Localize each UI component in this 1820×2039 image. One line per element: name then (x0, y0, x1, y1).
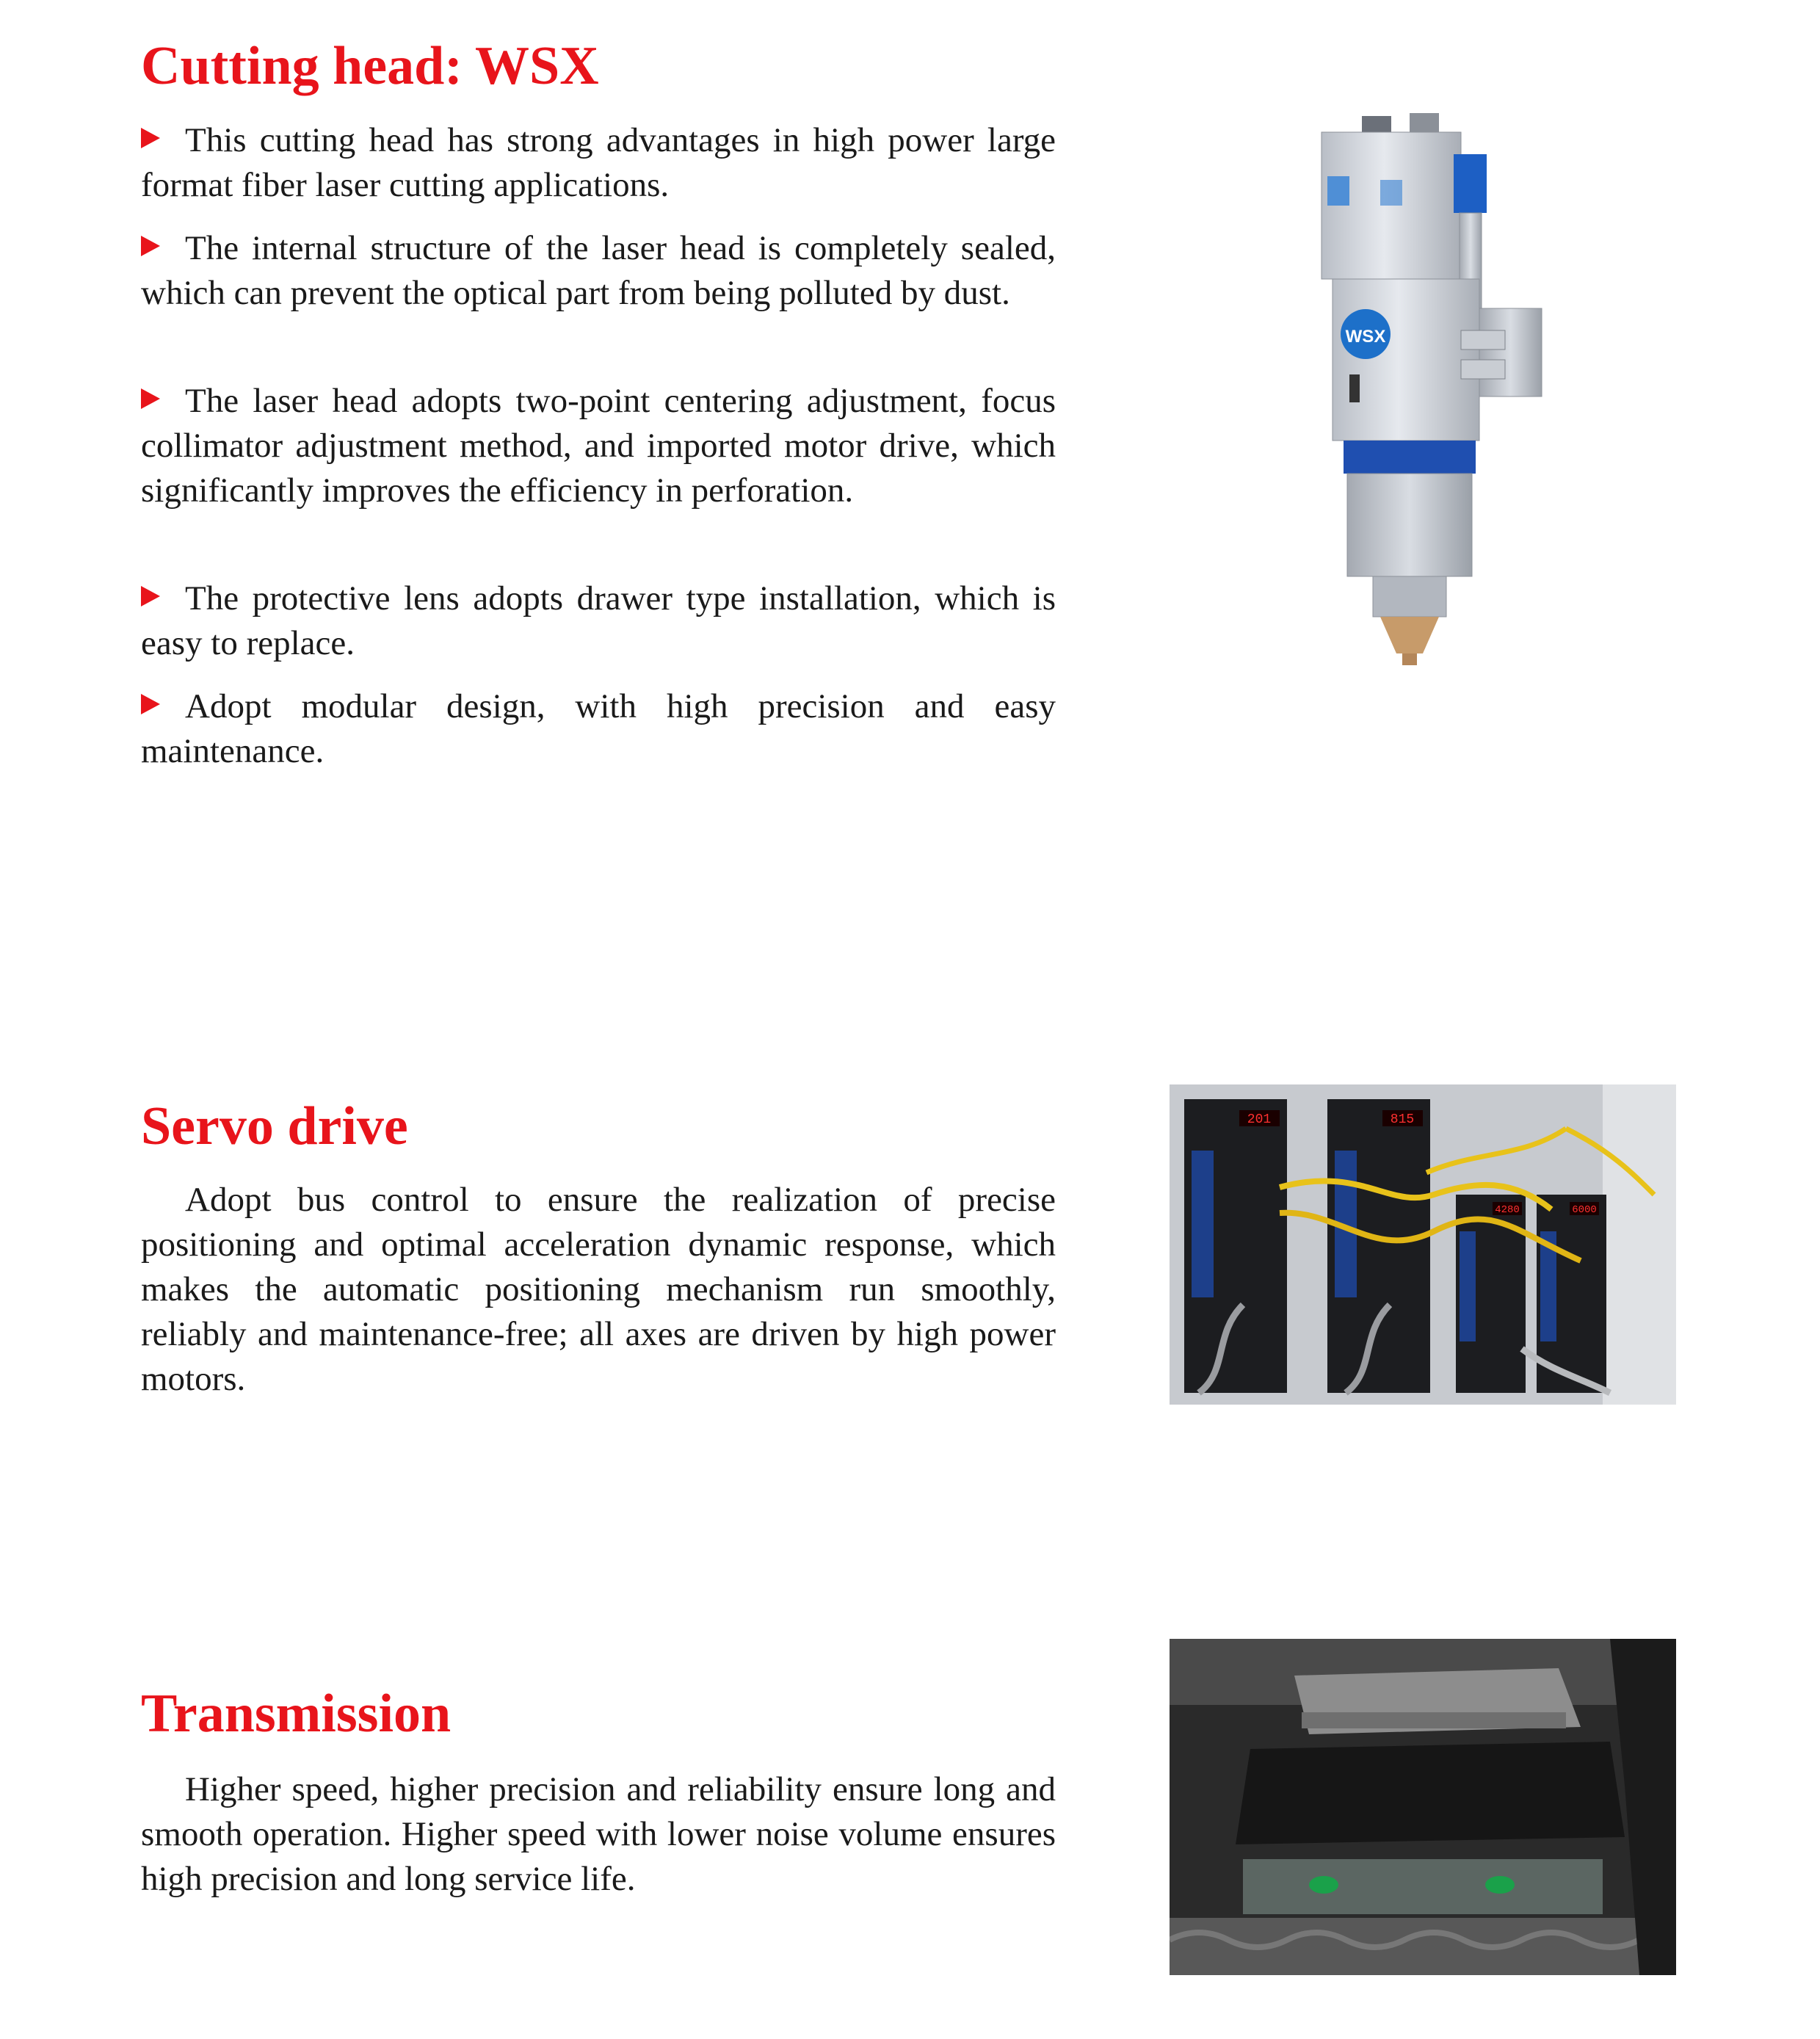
display-3: 4280 (1495, 1204, 1520, 1216)
wsx-logo: WSX (1345, 327, 1386, 347)
cutting-head-bullet-4 (141, 576, 1056, 666)
cutting-head-bullet-2 (141, 226, 1056, 316)
triangle-bullet-icon (141, 388, 160, 409)
cutting-head-bullet-1 (141, 118, 1056, 208)
display-4: 6000 (1572, 1204, 1597, 1216)
bullet-text: This cutting head has strong advantages in high power large format fiber laser cutting applications. (141, 121, 1056, 204)
servo-drive-description: Adopt bus control to ensure the realization of precise positioning and optimal acceleration dynamic response, which makes the automatic positioning mechanism run smoothly, reliably and maintenance-free; all axes are driven by high power motors. (141, 1181, 1056, 1398)
laser-cutting-head-image (1292, 110, 1571, 683)
transmission-drawing (1170, 1639, 1676, 1975)
triangle-bullet-icon (141, 586, 160, 606)
cutting-head-bullet-5 (141, 684, 1056, 774)
laser-head-drawing (1292, 110, 1571, 683)
bullet-text: Adopt modular design, with high precision and easy maintenance. (141, 687, 1056, 770)
servo-drive-drawing (1170, 1084, 1676, 1405)
transmission-title: Transmission (141, 1684, 452, 1744)
bullet-text: The internal structure of the laser head is completely sealed, which can prevent the optical part from being polluted by dust. (141, 229, 1056, 312)
display-2: 815 (1390, 1112, 1415, 1127)
transmission-description: Higher speed, higher precision and reliability ensure long and smooth operation. Higher speed with lower noise volume ensures high precision and long service life. (141, 1770, 1056, 1898)
display-1: 201 (1247, 1112, 1272, 1127)
cutting-head-bullet-3 (141, 379, 1056, 513)
servo-drive-image (1170, 1084, 1676, 1405)
cutting-head-title: Cutting head: WSX (141, 36, 599, 96)
transmission-image (1170, 1639, 1676, 1975)
triangle-bullet-icon (141, 694, 160, 714)
servo-drive-title: Servo drive (141, 1096, 408, 1156)
bullet-text: The laser head adopts two-point centering adjustment, focus collimator adjustment method, and imported motor drive, which significantly improves the efficiency in perforation. (141, 382, 1056, 510)
triangle-bullet-icon (141, 128, 160, 148)
bullet-text: The protective lens adopts drawer type installation, which is easy to replace. (141, 579, 1056, 662)
triangle-bullet-icon (141, 236, 160, 256)
